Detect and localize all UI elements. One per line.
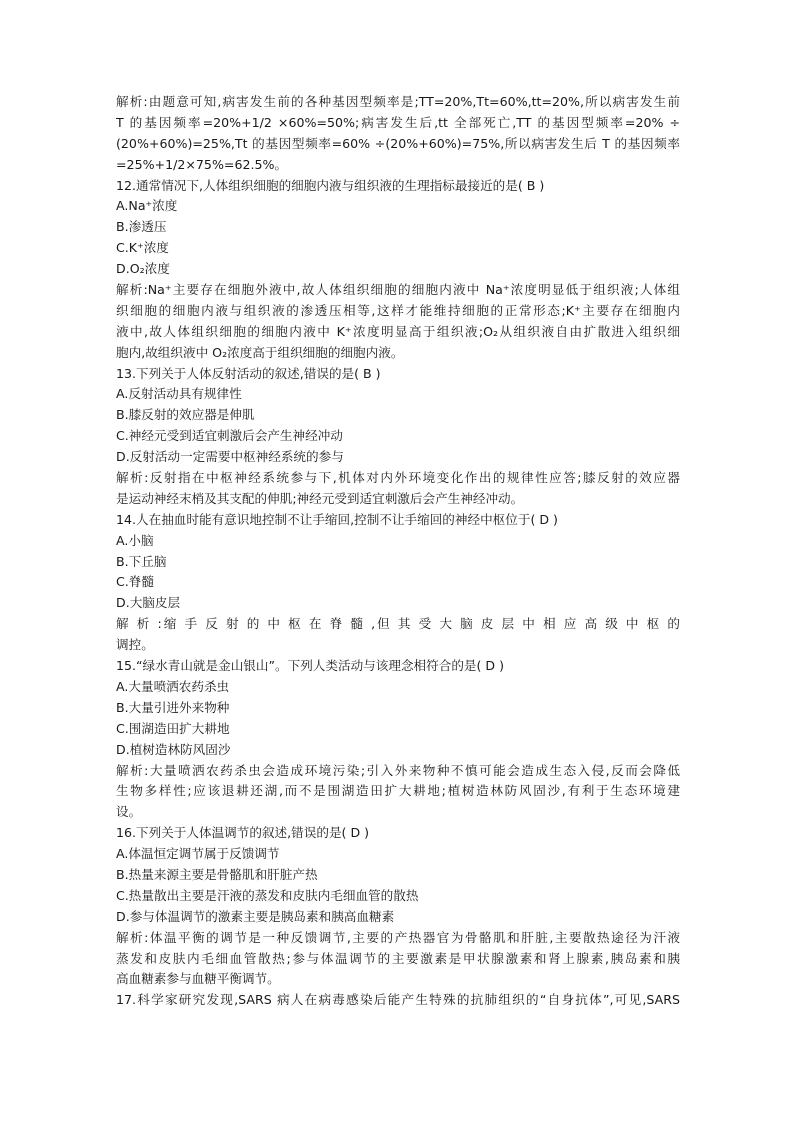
text-line: D.参与体温调节的激素主要是胰岛素和胰高血糖素	[116, 908, 395, 924]
text-line: A.小脑	[116, 532, 154, 548]
text-line: 17.科学家研究发现,SARS 病人在病毒感染后能产生特殊的抗肺组织的“自身抗体”,可见,SARS	[116, 992, 680, 1008]
text-line: 高血糖素参与血糖平衡调节。	[116, 971, 280, 987]
text-line: 解析:体温平衡的调节是一种反馈调节,主要的产热器官为骨骼肌和肝脏,主要散热途径为汗液	[116, 929, 680, 945]
text-line: C.神经元受到适宜刺激后会产生神经冲动	[116, 428, 343, 444]
text-line: 14.人在抽血时能有意识地控制不让手缩回,控制不让手缩回的神经中枢位于( D )	[116, 511, 558, 527]
text-line: 解 析 :缩 手 反 射 的 中 枢 在 脊 髓 ,但 其 受 大 脑 皮 层 中 相 应 高 级 中 枢 的	[116, 616, 680, 632]
text-line: 是运动神经末梢及其支配的伸肌;神经元受到适宜刺激后会产生神经冲动。	[116, 490, 524, 506]
text-line: 液中,故人体组织细胞的细胞内液中 K⁺浓度明显高于组织液;O₂从组织液自由扩散进入组织细	[116, 323, 680, 339]
text-line: D.O₂浓度	[116, 261, 170, 277]
text-line: 解析:由题意可知,病害发生前的各种基因型频率是;TT=20%,Tt=60%,tt=20%,所以病害发生前	[116, 94, 680, 109]
text-line: B.热量来源主要是骨骼肌和肝脏产热	[116, 866, 318, 882]
text-line: 解析:Na⁺主要存在细胞外液中,故人体组织细胞的细胞内液中 Na⁺浓度明显低于组织液;人体组	[116, 282, 680, 298]
text-line: D.反射活动一定需要中枢神经系统的参与	[116, 449, 344, 465]
text-line: C.脊髓	[116, 574, 154, 590]
text-line: C.围湖造田扩大耕地	[116, 720, 230, 736]
text-line: C.热量散出主要是汗液的蒸发和皮肤内毛细血管的散热	[116, 887, 419, 903]
text-line: 设。	[116, 804, 142, 820]
text-line: A.反射活动具有规律性	[116, 386, 242, 402]
text-line: 蒸发和皮肤内毛细血管散热;参与体温调节的主要激素是甲状腺激素和肾上腺素,胰岛素和胰	[116, 950, 680, 966]
text-line: 胞内,故组织液中 O₂浓度高于组织细胞的细胞内液。	[116, 344, 404, 360]
document-page	[116, 92, 680, 1011]
text-line: =25%+1/2×75%=62.5%。	[116, 156, 288, 172]
text-line: B.大量引进外来物种	[116, 699, 230, 715]
text-line: 解析:反射指在中枢神经系统参与下,机体对内外环境变化作出的规律性应答;膝反射的效应器	[116, 470, 680, 486]
text-line: 16.下列关于人体温调节的叙述,错误的是( D )	[116, 825, 370, 841]
text-line: C.K⁺浓度	[116, 240, 169, 256]
text-line: 织细胞的细胞内液与组织液的渗透压相等,这样才能维持细胞的正常形态;K⁺主要存在细胞内	[116, 302, 680, 318]
text-line: A.Na⁺浓度	[116, 198, 178, 214]
text-line: A.大量喷洒农药杀虫	[116, 678, 230, 694]
text-line: A.体温恒定调节属于反馈调节	[116, 846, 280, 862]
text-line: 生物多样性;应该退耕还湖,而不是围湖造田扩大耕地;植树造林防风固沙,有利于生态环境建	[116, 783, 680, 799]
text-line: B.渗透压	[116, 219, 167, 235]
text-line: 调控。	[116, 637, 154, 653]
text-line: T 的基因频率=20%+1/2 ×60%=50%;病害发生后,tt 全部死亡,TT 的基因型频率=20% ÷	[116, 114, 680, 130]
text-line: B.膝反射的效应器是伸肌	[116, 407, 255, 423]
text-line: 12.通常情况下,人体组织细胞的细胞内液与组织液的生理指标最接近的是( B )	[116, 177, 545, 193]
text-line: B.下丘脑	[116, 553, 167, 569]
text-line: 13.下列关于人体反射活动的叙述,错误的是( B )	[116, 365, 381, 381]
text-line: 解析:大量喷洒农药杀虫会造成环境污染;引入外来物种不慎可能会造成生态入侵,反而会降低	[116, 762, 680, 778]
text-line: D.大脑皮层	[116, 595, 181, 611]
text-line: 15.“绿水青山就是金山银山”。下列人类活动与该理念相符合的是( D )	[116, 658, 505, 674]
text-line: (20%+60%)=25%,Tt 的基因型频率=60% ÷(20%+60%)=75%,所以病害发生后 T 的基因频率	[116, 135, 680, 151]
text-line: D.植树造林防风固沙	[116, 741, 231, 757]
